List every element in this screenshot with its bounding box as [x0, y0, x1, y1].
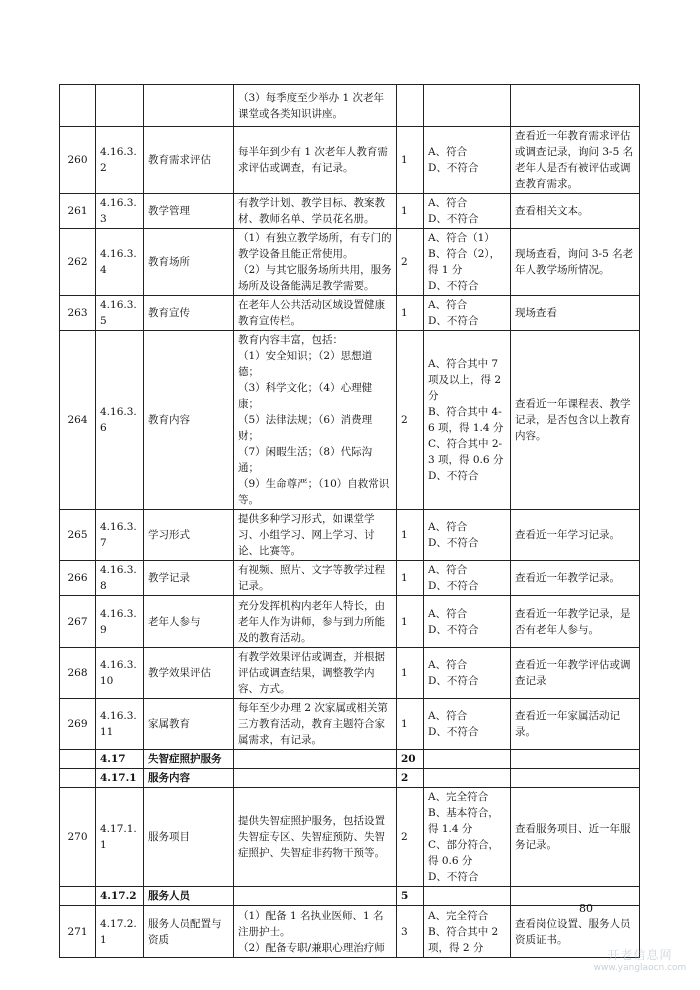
- watermark-title: 开老信息网: [607, 948, 673, 962]
- item-score: 1: [397, 699, 424, 750]
- check-method: 查看近一年家属活动记录。: [511, 699, 640, 750]
- section-name: 服务内容: [144, 769, 234, 788]
- check-method: 现场查看，询问 3-5 名老年人教学场所情况。: [511, 229, 640, 296]
- section-score: 5: [397, 887, 424, 906]
- row-number: 263: [60, 296, 96, 331]
- scoring-criteria: A、符合 D、不符合: [424, 510, 511, 561]
- table-row: [60, 127, 640, 194]
- table-body: [60, 85, 640, 958]
- item-score: 2: [397, 229, 424, 296]
- check-method: 查看岗位设置、服务人员资质证书。: [511, 906, 640, 958]
- row-number: 264: [60, 331, 96, 510]
- section-code: 4.17: [96, 750, 144, 769]
- item-name: 教育需求评估: [144, 127, 234, 194]
- row-number: 269: [60, 699, 96, 750]
- item-content: 在老年人公共活动区域设置健康教育宣传栏。: [234, 296, 397, 331]
- item-score: 1: [397, 648, 424, 699]
- clause-code: 4.17.1.1: [96, 788, 144, 887]
- item-score: 2: [397, 331, 424, 510]
- item-name: 教育宣传: [144, 296, 234, 331]
- check-method: 查看服务项目、近一年服务记录。: [511, 788, 640, 887]
- section-score: 2: [397, 769, 424, 788]
- table-row: [60, 699, 640, 750]
- item-score: 2: [397, 788, 424, 887]
- item-content: 有视频、照片、文字等教学过程记录。: [234, 561, 397, 596]
- scoring-criteria: A、完全符合 B、符合其中 2 项，得 2 分: [424, 906, 511, 958]
- row-number: 270: [60, 788, 96, 887]
- item-content: （1）有独立教学场所，有专门的教学设备且能正常使用。 （2）与其它服务场所共用，服务场所及设备能满足教学需要。: [234, 229, 397, 296]
- clause-code: 4.16.3.3: [96, 194, 144, 229]
- table-row: [60, 85, 640, 127]
- item-name: 教育场所: [144, 229, 234, 296]
- table-row: [60, 510, 640, 561]
- check-method: 查看近一年教学记录，是否有老年人参与。: [511, 596, 640, 648]
- cell-criteria: [424, 887, 511, 906]
- item-name: 教学记录: [144, 561, 234, 596]
- item-name: 老年人参与: [144, 596, 234, 648]
- cell-method: [511, 887, 640, 906]
- scoring-criteria: A、符合 D、不符合: [424, 127, 511, 194]
- item-name: 学习形式: [144, 510, 234, 561]
- cell-no: [60, 887, 96, 906]
- item-score: 1: [397, 510, 424, 561]
- cell-criteria: [424, 750, 511, 769]
- item-score: 1: [397, 194, 424, 229]
- check-method: 查看近一年教学评估或调查记录: [511, 648, 640, 699]
- cell-no: [60, 750, 96, 769]
- item-score: [397, 85, 424, 127]
- row-number: [60, 85, 96, 127]
- item-content: 充分发挥机构内老年人特长，由老年人作为讲师，参与到力所能及的教育活动。: [234, 596, 397, 648]
- section-score: 20: [397, 750, 424, 769]
- item-score: 1: [397, 596, 424, 648]
- scoring-criteria: A、符合 D、不符合: [424, 648, 511, 699]
- item-score: 1: [397, 561, 424, 596]
- check-method: 查看近一年课程表、教学记录，是否包含以上教育内容。: [511, 331, 640, 510]
- section-code: 4.17.2: [96, 887, 144, 906]
- cell-no: [60, 769, 96, 788]
- scoring-criteria: A、符合 D、不符合: [424, 596, 511, 648]
- clause-code: 4.16.3.8: [96, 561, 144, 596]
- cell-method: [511, 769, 640, 788]
- table-row: [60, 296, 640, 331]
- scoring-criteria: A、符合 D、不符合: [424, 194, 511, 229]
- watermark-logo: [590, 946, 690, 973]
- page-number: 80: [579, 902, 593, 915]
- standard-table: [59, 84, 640, 958]
- section-row: [60, 769, 640, 788]
- item-name: 教学效果评估: [144, 648, 234, 699]
- item-content: 教育内容丰富，包括： （1）安全知识；（2）思想道德； （3）科学文化；（4）心理健康； （5）法律法规；（6）消费理财； （7）闲暇生活；（8）代际沟通； （9）生命尊严；（10）自救常识等。: [234, 331, 397, 510]
- section-row: [60, 750, 640, 769]
- item-content: 提供多种学习形式，如课堂学习、小组学习、网上学习、讨论、比赛等。: [234, 510, 397, 561]
- check-method: 查看相关文本。: [511, 194, 640, 229]
- row-number: 266: [60, 561, 96, 596]
- clause-code: 4.16.3.2: [96, 127, 144, 194]
- scoring-criteria: A、符合 D、不符合: [424, 699, 511, 750]
- clause-code: 4.16.3.9: [96, 596, 144, 648]
- item-content: 有教学效果评估或调查，并根据评估或调查结果，调整教学内容、方式。: [234, 648, 397, 699]
- table-row: [60, 331, 640, 510]
- table-row: [60, 229, 640, 296]
- table-row: [60, 788, 640, 887]
- check-method: [511, 85, 640, 127]
- clause-code: 4.16.3.5: [96, 296, 144, 331]
- clause-code: 4.16.3.11: [96, 699, 144, 750]
- check-method: 查看近一年教育需求评估或调查记录，询问 3-5 名老年人是否有被评估或调查教育需求。: [511, 127, 640, 194]
- row-number: 261: [60, 194, 96, 229]
- item-name: 教育内容: [144, 331, 234, 510]
- clause-code: 4.16.3.10: [96, 648, 144, 699]
- check-method: 现场查看: [511, 296, 640, 331]
- cell-criteria: [424, 769, 511, 788]
- check-method: 查看近一年学习记录。: [511, 510, 640, 561]
- section-name: 失智症照护服务: [144, 750, 234, 769]
- item-name: 家属教育: [144, 699, 234, 750]
- table-row: [60, 561, 640, 596]
- check-method: 查看近一年教学记录。: [511, 561, 640, 596]
- item-score: 3: [397, 906, 424, 958]
- scoring-criteria: [424, 85, 511, 127]
- cell-content: [234, 887, 397, 906]
- item-name: 教学管理: [144, 194, 234, 229]
- row-number: 268: [60, 648, 96, 699]
- item-content: 有教学计划、教学目标、教案教材、教师名单、学员花名册。: [234, 194, 397, 229]
- item-name: 服务人员配置与资质: [144, 906, 234, 958]
- cell-method: [511, 750, 640, 769]
- table-row: [60, 194, 640, 229]
- item-content: （1）配备 1 名执业医师、1 名注册护士。 （2）配备专职/兼职心理治疗师: [234, 906, 397, 958]
- clause-code: 4.16.3.4: [96, 229, 144, 296]
- item-name: 服务项目: [144, 788, 234, 887]
- row-number: 267: [60, 596, 96, 648]
- clause-code: 4.16.3.7: [96, 510, 144, 561]
- table-row: [60, 906, 640, 958]
- row-number: 271: [60, 906, 96, 958]
- item-content: 每年至少办理 2 次家属或相关第三方教育活动，教育主题符合家属需求，有记录。: [234, 699, 397, 750]
- item-score: 1: [397, 296, 424, 331]
- scoring-criteria: A、符合 D、不符合: [424, 296, 511, 331]
- table-row: [60, 596, 640, 648]
- section-code: 4.17.1: [96, 769, 144, 788]
- item-content: （3）每季度至少举办 1 次老年课堂或各类知识讲座。: [234, 85, 397, 127]
- row-number: 260: [60, 127, 96, 194]
- item-name: [144, 85, 234, 127]
- watermark-url: www.yanglaocn.com: [593, 963, 687, 973]
- clause-code: [96, 85, 144, 127]
- table-row: [60, 648, 640, 699]
- clause-code: 4.17.2.1: [96, 906, 144, 958]
- scoring-criteria: A、符合其中 7 项及以上，得 2 分 B、符合其中 4-6 项，得 1.4 分 C、符合其中 2-3 项，得 0.6 分 D、不符合: [424, 331, 511, 510]
- scoring-criteria: A、符合 D、不符合: [424, 561, 511, 596]
- section-name: 服务人员: [144, 887, 234, 906]
- item-score: 1: [397, 127, 424, 194]
- item-content: 提供失智症照护服务，包括设置失智症专区、失智症预防、失智症照护、失智症非药物干预等。: [234, 788, 397, 887]
- scoring-criteria: A、符合（1） B、符合（2），得 1 分 D、不符合: [424, 229, 511, 296]
- clause-code: 4.16.3.6: [96, 331, 144, 510]
- row-number: 262: [60, 229, 96, 296]
- item-content: 每半年到少有 1 次老年人教育需求评估或调查，有记录。: [234, 127, 397, 194]
- scoring-criteria: A、完全符合 B、基本符合，得 1.4 分 C、部分符合，得 0.6 分 D、不符合: [424, 788, 511, 887]
- cell-content: [234, 769, 397, 788]
- cell-content: [234, 750, 397, 769]
- row-number: 265: [60, 510, 96, 561]
- section-row: [60, 887, 640, 906]
